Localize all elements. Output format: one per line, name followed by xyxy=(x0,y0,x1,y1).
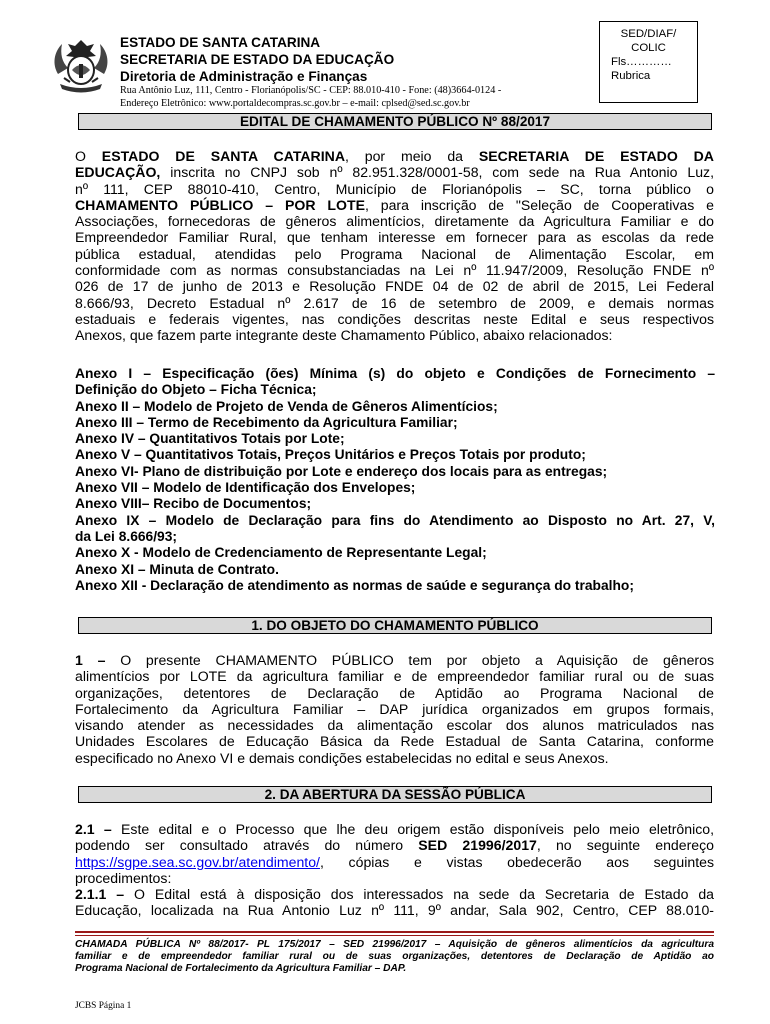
annex-list xyxy=(75,366,715,594)
section-1-text: O presente CHAMAMENTO PÚBLICO tem por objeto a Aquisição de gêneros xyxy=(105,652,714,668)
intro-text: O xyxy=(75,148,102,164)
intro-line: 026 de 17 de junho de 2013 e Resolução FNDE 04 de 02 de abril de 2015, Lei Federal xyxy=(75,278,714,295)
annex-item: Anexo XI – Minuta de Contrato. xyxy=(75,561,279,577)
section-2-line: Educação, localizada na Rua Antonio Luz nº 111, 9º andar, Sala 902, Centro, CEP 88.010- xyxy=(75,902,714,919)
section-1-line: especificado no Anexo VI e demais condições estabelecidas no edital e seus Anexos. xyxy=(75,749,609,766)
section-1-line: Unidades Escolares de Educação Básica da Rede Estadual de Santa Catarina, conforme xyxy=(75,733,714,750)
section-1-item-number: 1 – xyxy=(75,652,106,668)
annex-item: Anexo V – Quantitativos Totais, Preços Unitários e Preços Totais por produto; xyxy=(75,447,586,463)
intro-line: nº 111, CEP 88010-410, Centro, Município de Florianópolis – SC, torna público o xyxy=(75,180,714,197)
annex-item: Definição do Objeto – Ficha Técnica; xyxy=(75,382,317,398)
annex-item: Anexo IV – Quantitativos Totais por Lote; xyxy=(75,431,345,447)
state-crest-logo xyxy=(50,34,112,96)
header-address: Rua Antônio Luz, 111, Centro - Florianópolis/SC - CEP: 88.010-410 - Fone: (48)3664-0124 - xyxy=(120,85,502,96)
section-2-text: Este edital e o Processo que lhe deu origem estão disponíveis pelo meio eletrônico, xyxy=(111,821,714,837)
folio-stamp-box xyxy=(599,21,698,103)
section-2-item-number: 2.1 – xyxy=(75,821,112,837)
section-2-heading: 2. DA ABERTURA DA SESSÃO PÚBLICA xyxy=(78,786,712,803)
annex-item: Anexo VIII– Recibo de Documentos; xyxy=(75,496,312,512)
process-number: SED 21996/2017 xyxy=(418,837,537,854)
page-number: JCBS Página 1 xyxy=(75,1001,132,1011)
intro-line: Anexos, que fazem parte integrante deste Chamamento Público, abaixo relacionados: xyxy=(75,327,613,344)
footer-line: Programa Nacional de Fortalecimento da Agricultura Familiar – DAP. xyxy=(75,963,407,974)
header-state-name: ESTADO DE SANTA CATARINA xyxy=(120,35,321,50)
intro-bold-education: EDUCAÇÃO, xyxy=(75,164,161,181)
header-contact: Endereço Eletrônico: www.portaldecompras.sc.gov.br – e-mail: cplsed@sed.sc.gov.br xyxy=(120,98,470,109)
annex-item: Anexo XII - Declaração de atendimento as normas de saúde e segurança do trabalho; xyxy=(75,577,634,593)
intro-line: estaduais e federais vigentes, nas condições descritas neste Edital e seus respectivos xyxy=(75,310,714,327)
annex-item: Anexo I – Especificação (ões) Mínima (s) do objeto e Condições de Fornecimento – xyxy=(75,366,715,381)
intro-line: Empreendedor Familiar Rural, que tenham interesse em fornecer para as escolas da rede xyxy=(75,229,714,246)
intro-line: 8.666/93, Decreto Estadual nº 2.617 de 16 de setembro de 2009, e demais normas xyxy=(75,294,714,311)
section-1-paragraph xyxy=(75,652,714,766)
footer-line: familiar e de empreendedor familiar rural ou de suas organizações, detentores de Declaração de Aptidão ao xyxy=(75,951,714,962)
section-2-text: O Edital está à disposição dos interessados na sede da Secretaria de Estado da xyxy=(124,886,714,903)
footer-note xyxy=(75,939,714,975)
section-2-subitem-number: 2.1.1 – xyxy=(75,886,125,903)
intro-line: conformidade com as normas consubstanciadas na Lei nº 11.947/2009, Resolução FNDE nº xyxy=(75,262,714,279)
section-1-line: Fortalecimento da Agricultura Familiar – DAP jurídica organizados em grupos formais, xyxy=(75,700,714,717)
stamp-folio: Fls………… xyxy=(611,56,672,68)
intro-line: pública estadual, atendidas pelo Programa Nacional de Alimentação Escolar, em xyxy=(75,245,714,262)
stamp-line-2: COLIC xyxy=(631,42,666,54)
footer-rule xyxy=(75,931,714,933)
intro-paragraph xyxy=(75,148,714,344)
stamp-signature: Rubrica xyxy=(611,70,651,82)
intro-text: , para inscrição de "Seleção de Cooperativas e xyxy=(364,196,714,213)
section-2-text: podendo ser consultado através do número xyxy=(75,837,419,854)
section-1-line: alimentícios por LOTE da agricultura familiar e de empreendedor familiar rural ou de suas xyxy=(75,668,714,685)
intro-text: , por meio da xyxy=(345,148,479,164)
intro-bold-chamamento: CHAMAMENTO PÚBLICO – POR LOTE xyxy=(75,196,365,213)
intro-bold-state: ESTADO DE SANTA CATARINA xyxy=(101,148,346,164)
section-2-text: , cópias e vistas obedecerão aos seguintes xyxy=(319,853,714,870)
intro-text: inscrita no CNPJ sob nº 82.951.328/0001-58, com sede na Rua Antonio Luz, xyxy=(160,164,714,181)
header-directorate: Diretoria de Administração e Finanças xyxy=(120,69,368,84)
section-2-text: , no seguinte endereço xyxy=(536,837,715,854)
annex-item: Anexo II – Modelo de Projeto de Venda de Gêneros Alimentícios; xyxy=(75,398,498,414)
footer-line: CHAMADA PÚBLICA Nº 88/2017- PL 175/2017 – SED 21996/2017 – Aquisição de gêneros alimentícios da agricultura xyxy=(75,939,714,950)
section-1-line: visando atender as necessidades da alimentação escolar dos alunos matriculados nas xyxy=(75,717,714,734)
annex-item: Anexo VI- Plano de distribuição por Lote e endereço dos locais para as entregas; xyxy=(75,463,608,479)
annex-item: Anexo VII – Modelo de Identificação dos Envelopes; xyxy=(75,480,416,496)
section-1-heading: 1. DO OBJETO DO CHAMAMENTO PÚBLICO xyxy=(78,617,712,634)
section-2-line: procedimentos: xyxy=(75,869,172,886)
intro-bold-secretariat: SECRETARIA DE ESTADO DA xyxy=(478,148,714,164)
section-2-paragraph xyxy=(75,821,714,919)
process-consultation-link[interactable]: https://sgpe.sea.sc.gov.br/atendimento/ xyxy=(75,853,320,870)
intro-line: Associações, fornecedoras de gêneros alimentícios, diretamente da Agricultura Familiar e do xyxy=(75,213,714,230)
annex-item: Anexo IX – Modelo de Declaração para fins do Atendimento ao Disposto no Art. 27, V, xyxy=(75,512,715,528)
annex-item: Anexo X - Modelo de Credenciamento de Representante Legal; xyxy=(75,545,487,561)
stamp-line-1: SED/DIAF/ xyxy=(620,28,677,40)
annex-item: Anexo III – Termo de Recebimento da Agricultura Familiar; xyxy=(75,414,458,430)
document-title: EDITAL DE CHAMAMENTO PÚBLICO Nº 88/2017 xyxy=(78,113,712,130)
section-1-line: organizações, detentores de Declaração de Aptidão ao Programa Nacional de xyxy=(75,684,714,701)
header-secretariat: SECRETARIA DE ESTADO DA EDUCAÇÃO xyxy=(120,52,395,67)
annex-item: da Lei 8.666/93; xyxy=(75,528,178,544)
footer-rule xyxy=(75,935,714,936)
